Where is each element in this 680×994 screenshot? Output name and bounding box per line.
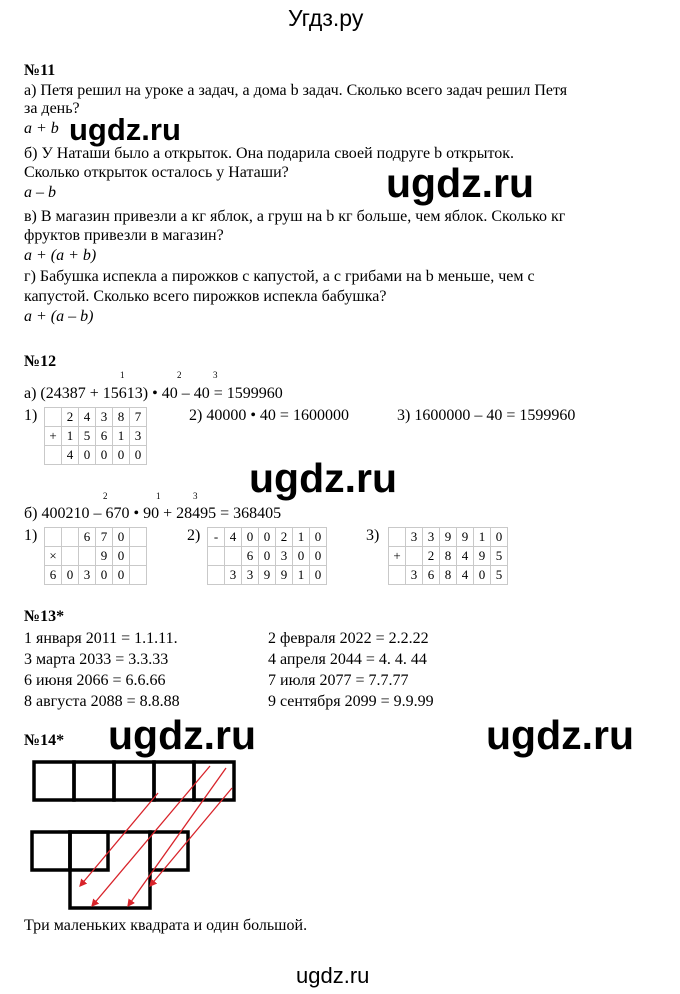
task11-d-line2: капустой. Сколько всего пирожков испекла бабушка? bbox=[24, 288, 387, 305]
task13-title: №13* bbox=[24, 608, 65, 625]
task12-a-step2: 2) 40000 • 40 = 1600000 bbox=[189, 407, 349, 424]
matchstick-square bbox=[194, 762, 234, 800]
date-entry: 3 марта 2033 = 3.3.33 bbox=[24, 651, 169, 668]
task11-c-answer: a + (a + b) bbox=[24, 247, 97, 264]
date-entry: 8 августа 2088 = 8.8.88 bbox=[24, 693, 180, 710]
move-arrow bbox=[80, 793, 158, 886]
watermark: ugdz.ru bbox=[386, 160, 535, 206]
matchstick-square bbox=[32, 832, 70, 870]
move-arrow bbox=[150, 788, 232, 886]
task11-a-answer: a + b bbox=[24, 120, 59, 137]
task14-answer: Три маленьких квадрата и один большой. bbox=[24, 917, 308, 934]
task11-c-line1: в) В магазин привезли а кг яблок, а груш на b кг больше, чем яблок. Сколько кг bbox=[24, 208, 566, 225]
order-number: 3 bbox=[193, 491, 198, 501]
date-entry: 9 сентября 2099 = 9.9.99 bbox=[268, 693, 434, 710]
matchstick-square bbox=[154, 762, 194, 800]
task12-b-expression: б) 400210 – 670 • 90 + 28495 = 368405 bbox=[24, 505, 282, 522]
task12-a-expression: а) (24387 + 15613) • 40 – 40 = 1599960 bbox=[24, 385, 283, 402]
date-entry: 7 июля 2077 = 7.7.77 bbox=[268, 672, 409, 689]
task11-b-answer: a – b bbox=[24, 184, 56, 201]
matchstick-square bbox=[74, 762, 114, 800]
order-number: 1 bbox=[156, 491, 161, 501]
matchstick-square bbox=[34, 762, 74, 800]
column-addition-b: 3 3 9 9 1 0 + 2 8 4 9 5 3 6 8 4 0 5 bbox=[388, 527, 508, 585]
date-entry: 4 апреля 2044 = 4. 4. 44 bbox=[268, 651, 427, 668]
column-addition-a: 2 4 3 8 7 + 1 5 6 1 3 4 0 0 0 0 bbox=[44, 407, 147, 465]
step-label: 2) bbox=[187, 527, 201, 544]
watermark: ugdz.ru bbox=[108, 712, 257, 758]
date-entry: 6 июня 2066 = 6.6.66 bbox=[24, 672, 166, 689]
task14-title: №14* bbox=[24, 732, 65, 749]
task11-d-answer: a + (a – b) bbox=[24, 308, 94, 325]
order-number: 2 bbox=[177, 370, 182, 380]
watermark: ugdz.ru bbox=[69, 112, 181, 147]
task11-b-line2: Сколько открыток осталось у Наташи? bbox=[24, 164, 289, 181]
watermark: ugdz.ru bbox=[249, 455, 398, 501]
site-header: Угдз.ру bbox=[288, 5, 364, 31]
order-number: 2 bbox=[103, 491, 108, 501]
step-label: 1) bbox=[24, 527, 38, 544]
watermark: ugdz.ru bbox=[486, 712, 635, 758]
matchstick-square bbox=[114, 762, 154, 800]
site-footer: ugdz.ru bbox=[296, 963, 370, 988]
task12-a-step3: 3) 1600000 – 40 = 1599960 bbox=[397, 407, 576, 424]
matchstick-square bbox=[70, 832, 108, 870]
task11-c-line2: фруктов привезли в магазин? bbox=[24, 227, 224, 244]
column-multiplication: 6 7 0 × 9 0 6 0 3 0 0 bbox=[44, 527, 147, 585]
order-number: 3 bbox=[213, 370, 218, 380]
task11-title: №11 bbox=[24, 62, 56, 79]
column-subtraction: - 4 0 0 2 1 0 6 0 3 0 0 3 3 9 9 1 0 bbox=[207, 527, 327, 585]
date-entry: 1 января 2011 = 1.1.11. bbox=[24, 630, 178, 647]
move-arrow bbox=[128, 768, 226, 906]
task11-d-line1: г) Бабушка испекла а пирожков с капустой, а с грибами на b меньше, чем с bbox=[24, 268, 535, 285]
task11-a-line2: за день? bbox=[24, 100, 80, 117]
step-label: 3) bbox=[366, 527, 380, 544]
task11-a-line1: а) Петя решил на уроке а задач, а дома b задач. Сколько всего задач решил Петя bbox=[24, 82, 568, 99]
task12-title: №12 bbox=[24, 353, 57, 370]
step-label: 1) bbox=[24, 407, 38, 424]
order-number: 1 bbox=[120, 370, 125, 380]
task11-b-line1: б) У Наташи было а открыток. Она подарила своей подруге b открыток. bbox=[24, 145, 515, 162]
date-entry: 2 февраля 2022 = 2.2.22 bbox=[268, 630, 429, 647]
